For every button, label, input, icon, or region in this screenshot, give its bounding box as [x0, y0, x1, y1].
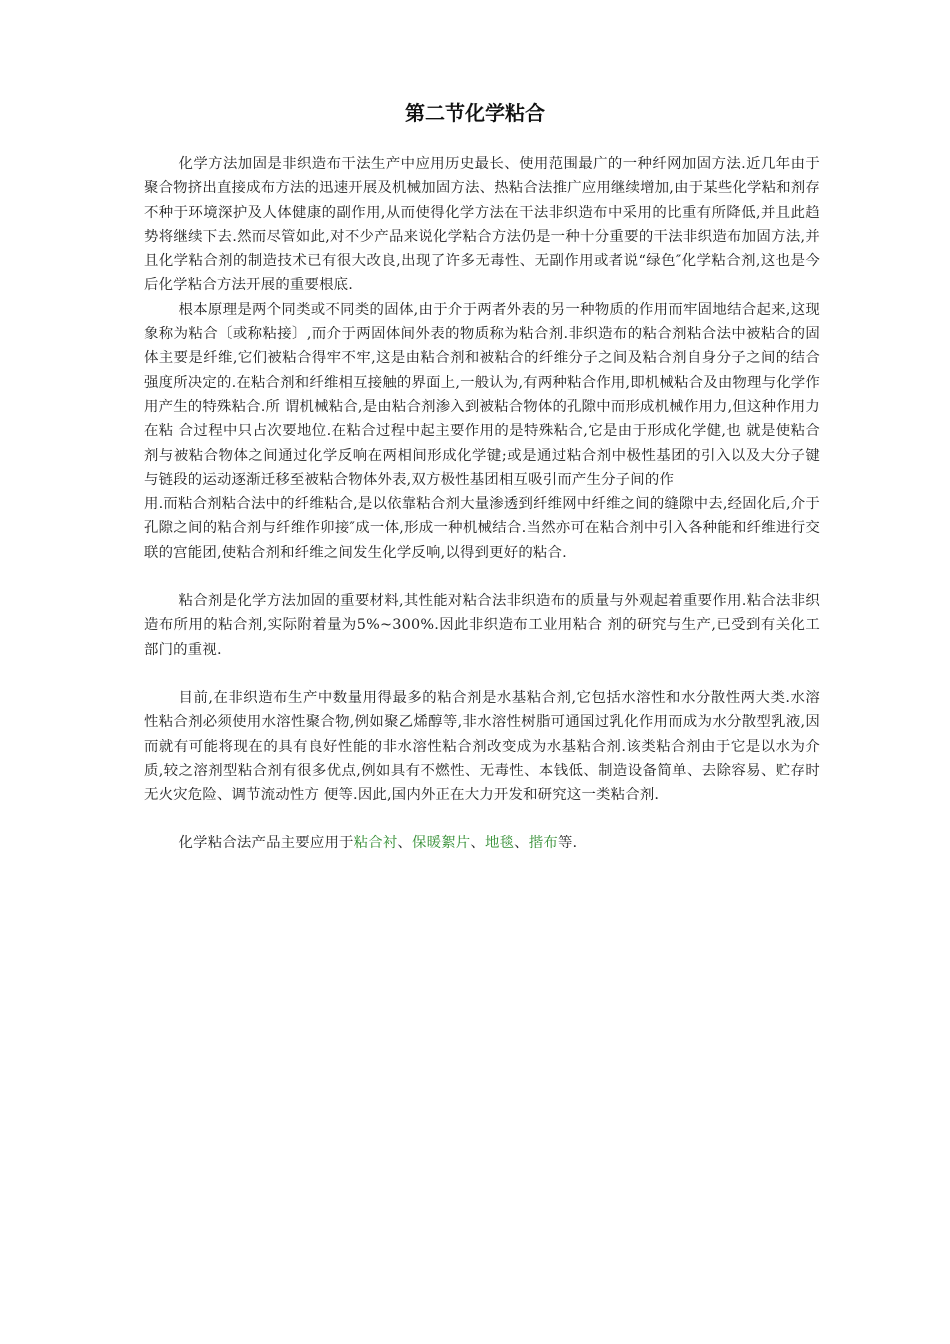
paragraph-spacer: [144, 565, 820, 589]
separator: 、: [514, 835, 529, 852]
paragraph-spacer: [144, 662, 820, 686]
paragraph-water-based-binders: 目前,在非织造布生产中数量用得最多的粘合剂是水基粘合剂,它包括水溶性和水分散性两大类.水溶性粘合剂必须使用水溶性聚合物,例如聚乙烯醇等,非水溶性树脂可通国过乳化作用而成为水分散型乳液,因而就有可能将现在的具有良好性能的非水溶性粘合剂改变成为水基粘合剂.该类粘合剂由于它是以水为介质,较之溶剂型粘合剂有很多优点,例如具有不燃性、无毒性、本钱低、制造设备简单、去除容易、贮存时无火灾危险、调节流动性方 便等.因此,国内外正在大力开发和研究这一类粘合剂.: [144, 689, 820, 804]
document-body: [144, 152, 820, 856]
paragraph-intro: 化学方法加固是非织造布干法生产中应用历史最长、使用范围最广的一种纤网加固方法.近几年由于聚合物挤出直接成布方法的迅速开展及机械加固方法、热粘合法推广应用继续增加,由于某些化学粘和剂存不种于环境深护及人体健康的副作用,从而使得化学方法在干法非织造布中采用的比重有所降低,并且此趋势将继续下去.然而尽管如此,对不少产品来说化学粘合方法仍是一种十分重要的干法非织造布加固方法,并且化学粘合剂的制造技术已有很大改良,出现了许多无毒性、无副作用或者说“绿色″化学粘合剂,这也是今后化学粘合方法开展的重要根底.: [144, 156, 820, 294]
link-carpet[interactable]: 地毯: [484, 835, 515, 852]
applications-suffix: 等.: [557, 835, 578, 852]
paragraph-binder-materials: 粘合剂是化学方法加固的重要材料,其性能对粘合法非织造布的质量与外观起着重要作用.粘合法非织造布所用的粘合剂,实际附着量为5%~300%.因此非织造布工业用粘合 剂的研究与生产,已受到有关化工部门的重视.: [144, 593, 820, 658]
link-wiping-cloth[interactable]: 揩布: [528, 835, 558, 852]
separator: 、: [397, 835, 413, 852]
page-title: 第二节化学粘合: [405, 101, 545, 125]
paragraph-applications: [144, 831, 820, 855]
link-fusible-interlining[interactable]: 粘合衬: [353, 835, 398, 852]
separator: 、: [470, 835, 485, 852]
paragraph-spacer: [144, 807, 820, 831]
paragraph-principle-continued: 用.而粘合剂粘合法中的纤维粘合,是以依靠粘合剂大量渗透到纤维网中纤维之间的缝隙中去,经固化后,介于孔隙之间的粘合剂与纤维作卯接″成一体,形成一种机械结合.当然亦可在粘合剂中引入各种能和纤维进行交联的宫能团,使粘合剂和纤维之间发生化学反响,以得到更好的粘合.: [144, 496, 820, 561]
paragraph-principle: 根本原理是两个同类或不同类的固体,由于介于两者外表的另一种物质的作用而牢固地结合起来,这现象称为粘合〔或称粘接〕,而介于两固体间外表的物质称为粘合剂.非织造布的粘合剂粘合法中被粘合的固体主要是纤维,它们被粘合得牢不牢,这是由粘合剂和被粘合的纤维分子之间及粘合剂自身分子之间的结合强度所决定的.在粘合剂和纤维相互接触的界面上,一般认为,有两种粘合作用,即机械粘合及由物理与化学作用产生的特殊粘合.所 谓机械粘合,是由粘合剂渗入到被粘合物体的孔隙中而形成机械作用力,但这种作用力在粘 合过程中只占次要地位.在粘合过程中起主要作用的是特殊粘合,它是由于形成化学健,也 就是使粘合剂与被粘合物体之间通过化学反响在两相间形成化学键;或是通过粘合剂中极性基团的引入以及大分子键与链段的运动逐渐迁移至被粘合物体外表,双方极性基团相互吸引而产生分子间的作: [144, 301, 820, 488]
link-thermal-wadding[interactable]: 保暖絮片: [412, 835, 471, 852]
applications-prefix: 化学粘合法产品主要应用于: [178, 835, 354, 852]
